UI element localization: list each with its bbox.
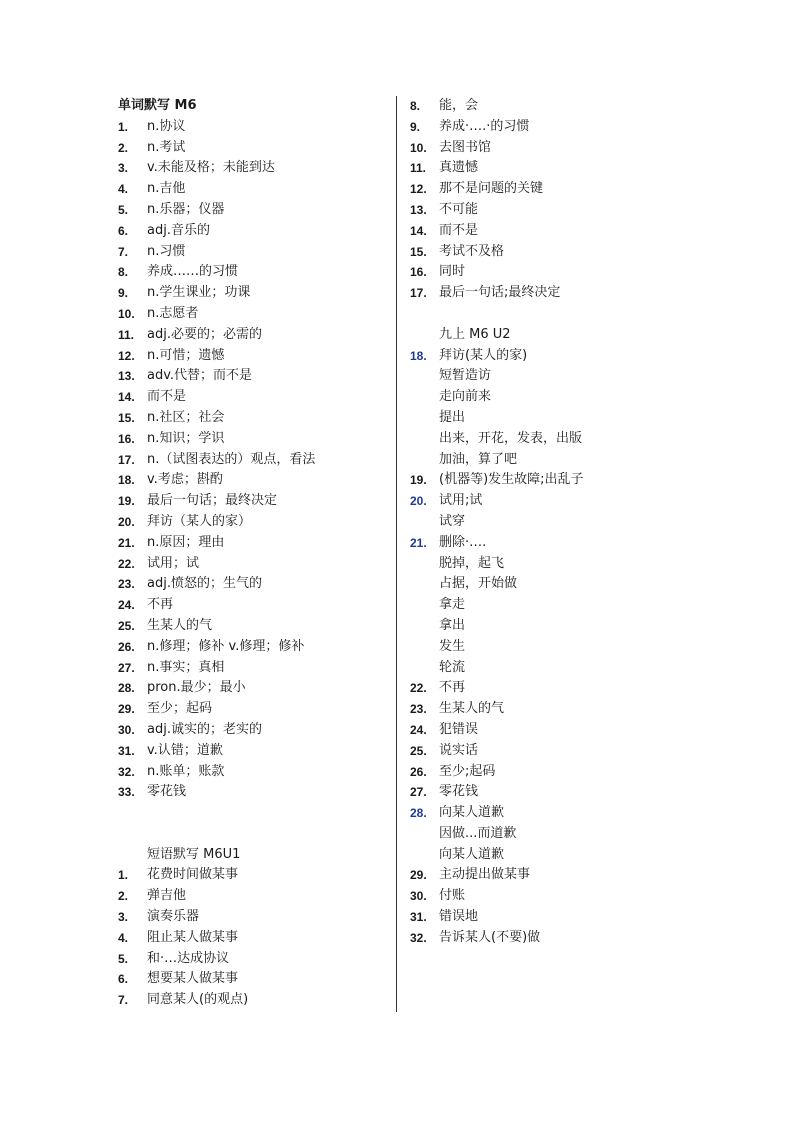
- list-item: [410, 865, 750, 886]
- item-number: 12.: [118, 348, 135, 363]
- item-text: 不可能: [439, 201, 479, 217]
- list-item: [118, 158, 388, 179]
- item-text: 试用；试: [147, 555, 200, 571]
- item-number: [410, 658, 439, 679]
- list-item: [118, 658, 388, 679]
- item-number: 20.: [410, 494, 427, 509]
- list-item: [118, 283, 388, 304]
- item-text: 至少;起码: [439, 763, 496, 779]
- item-text: n.可惜；遗憾: [147, 347, 225, 363]
- list-item: [410, 179, 750, 200]
- item-number: 3.: [118, 910, 129, 925]
- column-divider: [396, 96, 397, 1012]
- item-text: 生某人的气: [147, 617, 213, 633]
- item-text: 提出: [439, 409, 466, 425]
- item-number: 2.: [118, 889, 129, 904]
- item-text: n.修理；修补 v.修理；修补: [147, 638, 305, 654]
- item-number: 10.: [410, 140, 427, 155]
- item-number: 18.: [410, 348, 427, 363]
- list-item: [118, 678, 388, 699]
- item-number: 7.: [118, 993, 129, 1008]
- list-item: [410, 408, 750, 429]
- phrases-heading: [118, 845, 388, 866]
- list-item: [118, 907, 388, 928]
- item-number: [410, 512, 439, 533]
- item-number: 31.: [410, 910, 427, 925]
- item-number: 30.: [118, 722, 135, 737]
- item-number: 23.: [118, 577, 135, 592]
- item-text: n.协议: [147, 118, 186, 134]
- list-item: [410, 928, 750, 949]
- right-column: [410, 96, 750, 949]
- list-item: [118, 782, 388, 803]
- item-number: [410, 595, 439, 616]
- list-item: [410, 491, 750, 512]
- item-number: 16.: [118, 431, 135, 446]
- item-text: 至少；起码: [147, 701, 213, 717]
- list-item: [410, 574, 750, 595]
- item-number: 28.: [410, 806, 427, 821]
- list-item: [118, 865, 388, 886]
- item-text: 走向前来: [439, 389, 492, 405]
- item-text: 因做...而道歉: [439, 825, 517, 841]
- list-item: [118, 179, 388, 200]
- list-item: [410, 699, 750, 720]
- m6u2-heading: [410, 325, 750, 346]
- list-item: [118, 512, 388, 533]
- item-number: 21.: [410, 535, 427, 550]
- list-item: [410, 616, 750, 637]
- list-item: [118, 387, 388, 408]
- item-text: n.原因；理由: [147, 534, 225, 550]
- item-number: 9.: [410, 119, 421, 134]
- item-number: 8.: [410, 99, 421, 113]
- item-number: 20.: [118, 514, 135, 529]
- item-text: 试用;试: [439, 493, 483, 509]
- item-number: [410, 845, 439, 866]
- item-text: 出来，开花，发表，出版: [439, 430, 583, 446]
- item-number: 11.: [118, 327, 135, 342]
- item-number: 23.: [410, 702, 427, 717]
- item-number: 2.: [118, 140, 129, 155]
- item-text: 生某人的气: [439, 701, 505, 717]
- list-item: [410, 720, 750, 741]
- item-text: 那不是问题的关键: [439, 181, 544, 197]
- list-item: [118, 949, 388, 970]
- item-number: [410, 366, 439, 387]
- list-item: [118, 262, 388, 283]
- item-number: 13.: [410, 202, 427, 217]
- item-text: 发生: [439, 638, 466, 654]
- item-text: 而不是: [439, 222, 479, 238]
- item-text: n.考试: [147, 139, 186, 155]
- vocab-heading: [118, 96, 388, 117]
- item-text: 花费时间做某事: [147, 867, 239, 883]
- item-text: 最后一句话;最终决定: [439, 285, 561, 301]
- list-item: [118, 325, 388, 346]
- list-item: [118, 491, 388, 512]
- list-item: [410, 429, 750, 450]
- item-text: n.（试图表达的）观点，看法: [147, 451, 316, 467]
- list-item: [118, 366, 388, 387]
- list-item: [118, 138, 388, 159]
- item-number: 31.: [118, 743, 135, 758]
- item-text: 主动提出做某事: [439, 867, 531, 883]
- item-text: n.乐器；仪器: [147, 201, 225, 217]
- item-number: 26.: [118, 639, 135, 654]
- item-number: 18.: [118, 473, 135, 488]
- item-number: 30.: [410, 889, 427, 904]
- list-item: [118, 741, 388, 762]
- list-item: [118, 304, 388, 325]
- item-text: 最后一句话；最终决定: [147, 493, 278, 509]
- item-number: 25.: [118, 618, 135, 633]
- list-item: [118, 346, 388, 367]
- item-number: 4.: [118, 182, 129, 197]
- list-item: [118, 200, 388, 221]
- list-item: [118, 928, 388, 949]
- phrases-title: 短语默写 M6U1: [147, 846, 241, 862]
- list-item: [410, 366, 750, 387]
- list-item: [410, 200, 750, 221]
- item-text: 和·…达成协议: [147, 950, 230, 966]
- item-number: 32.: [118, 764, 135, 779]
- item-text: 零花钱: [439, 784, 479, 800]
- item-number: 11.: [410, 161, 427, 176]
- spacer: [410, 304, 750, 325]
- item-text: n.社区；社会: [147, 409, 225, 425]
- list-item: [410, 262, 750, 283]
- list-item: [118, 450, 388, 471]
- item-number: 14.: [410, 223, 427, 238]
- item-text: 轮流: [439, 659, 466, 675]
- item-number: [410, 387, 439, 408]
- item-text: 不再: [147, 597, 174, 613]
- item-number: 6.: [118, 972, 129, 987]
- list-item: [118, 554, 388, 575]
- list-item: [410, 782, 750, 803]
- list-item: [118, 117, 388, 138]
- list-item: [118, 429, 388, 450]
- item-number: 28.: [118, 681, 135, 696]
- list-item: [410, 158, 750, 179]
- list-item: [118, 699, 388, 720]
- list-item: [118, 762, 388, 783]
- item-number: 29.: [410, 868, 427, 883]
- item-text: 不再: [439, 680, 466, 696]
- list-item: [410, 637, 750, 658]
- phrase-cont-list: [410, 96, 750, 304]
- item-text: n.学生课业；功课: [147, 285, 251, 301]
- list-item: [118, 969, 388, 990]
- list-item: [410, 762, 750, 783]
- item-text: 能，会: [439, 98, 479, 113]
- list-item: [410, 741, 750, 762]
- item-text: 同时: [439, 264, 466, 280]
- item-text: adj.愤怒的；生气的: [147, 576, 262, 592]
- list-item: [118, 408, 388, 429]
- item-text: 拜访(某人的家): [439, 347, 528, 363]
- list-item: [410, 554, 750, 575]
- item-number: 16.: [410, 265, 427, 280]
- list-item: [410, 138, 750, 159]
- list-item: [118, 470, 388, 491]
- item-number: [410, 450, 439, 471]
- list-item: [118, 637, 388, 658]
- item-number: [410, 429, 439, 450]
- item-text: 零花钱: [147, 784, 187, 800]
- item-text: 告诉某人(不要)做: [439, 929, 541, 945]
- item-text: adj.音乐的: [147, 222, 210, 238]
- item-number: 22.: [410, 681, 427, 696]
- list-item: [410, 907, 750, 928]
- item-number: [410, 637, 439, 658]
- list-item: [118, 720, 388, 741]
- item-text: 错误地: [439, 909, 479, 925]
- item-text: 删除·….: [439, 534, 487, 550]
- item-number: 17.: [410, 286, 427, 301]
- item-number: 24.: [118, 598, 135, 613]
- item-text: 向某人道歉: [439, 846, 505, 862]
- item-number: [410, 574, 439, 595]
- list-item: [410, 533, 750, 554]
- item-number: [410, 408, 439, 429]
- item-number: 26.: [410, 764, 427, 779]
- item-text: n.志愿者: [147, 305, 199, 321]
- item-text: 同意某人(的观点): [147, 992, 249, 1008]
- item-number: 33.: [118, 785, 135, 800]
- item-text: v.考虑；斟酌: [147, 472, 223, 488]
- list-item: [410, 221, 750, 242]
- item-text: 演奏乐器: [147, 909, 200, 925]
- item-text: 养成……的习惯: [147, 264, 239, 280]
- item-number: 1.: [118, 119, 129, 134]
- item-text: 弹吉他: [147, 888, 187, 904]
- item-text: v.未能及格；未能到达: [147, 160, 275, 176]
- item-number: 13.: [118, 369, 135, 384]
- item-text: n.事实；真相: [147, 659, 225, 675]
- item-number: 5.: [118, 202, 129, 217]
- item-text: 拿走: [439, 597, 466, 613]
- list-item: [410, 658, 750, 679]
- list-item: [410, 96, 750, 117]
- item-text: 去图书馆: [439, 139, 492, 155]
- item-text: 真遗憾: [439, 160, 479, 176]
- list-item: [410, 117, 750, 138]
- item-number: 21.: [118, 535, 135, 550]
- item-number: 14.: [118, 390, 135, 405]
- item-text: 付账: [439, 888, 466, 904]
- item-number: [410, 616, 439, 637]
- item-text: 短暂造访: [439, 368, 492, 384]
- item-number: [410, 554, 439, 575]
- item-text: adj.诚实的；老实的: [147, 721, 262, 737]
- item-text: v.认错；道歉: [147, 742, 223, 758]
- item-number: 7.: [118, 244, 129, 259]
- list-item: [118, 886, 388, 907]
- item-text: 养成·….·的习惯: [439, 118, 530, 134]
- list-item: [410, 845, 750, 866]
- list-item: [410, 346, 750, 367]
- list-item: [410, 450, 750, 471]
- item-text: pron.最少；最小: [147, 680, 246, 696]
- item-text: n.知识；学识: [147, 430, 225, 446]
- item-text: 想要某人做某事: [147, 971, 239, 987]
- m6u2-list: [410, 346, 750, 949]
- item-number: 24.: [410, 722, 427, 737]
- item-number: [410, 824, 439, 845]
- item-number: 32.: [410, 930, 427, 945]
- item-text: 占据，开始做: [439, 576, 518, 592]
- list-item: [410, 470, 750, 491]
- item-text: 而不是: [147, 389, 187, 405]
- item-number: 1.: [118, 868, 129, 883]
- item-text: n.吉他: [147, 181, 186, 197]
- list-item: [410, 512, 750, 533]
- item-number: 8.: [118, 265, 129, 280]
- list-item: [118, 574, 388, 595]
- list-item: [118, 533, 388, 554]
- item-number: 19.: [410, 473, 427, 488]
- item-number: 5.: [118, 951, 129, 966]
- vocab-title: 单词默写 M6: [118, 98, 197, 113]
- list-item: [118, 616, 388, 637]
- list-item: [410, 678, 750, 699]
- m6u2-title: 九上 M6 U2: [439, 326, 511, 342]
- item-text: 犯错误: [439, 721, 479, 737]
- item-number: 29.: [118, 702, 135, 717]
- item-text: 阻止某人做某事: [147, 929, 239, 945]
- item-number: 19.: [118, 494, 135, 509]
- item-number: 27.: [410, 785, 427, 800]
- item-number: 17.: [118, 452, 135, 467]
- list-item: [410, 824, 750, 845]
- item-number: 15.: [410, 244, 427, 259]
- item-text: n.账单；账款: [147, 763, 225, 779]
- item-number: 3.: [118, 161, 129, 176]
- item-text: 向某人道歉: [439, 805, 505, 821]
- left-column: [118, 96, 388, 1011]
- item-number: 6.: [118, 223, 129, 238]
- list-item: [410, 387, 750, 408]
- list-item: [118, 221, 388, 242]
- phrase-list: [118, 865, 388, 1011]
- item-number: 22.: [118, 556, 135, 571]
- item-text: 拿出: [439, 617, 466, 633]
- item-number: 15.: [118, 410, 135, 425]
- vocab-list: [118, 117, 388, 803]
- item-text: adj.必要的；必需的: [147, 326, 262, 342]
- item-text: (机器等)发生故障;出乱子: [439, 472, 584, 488]
- spacer: [118, 803, 388, 845]
- item-text: 说实话: [439, 742, 479, 758]
- item-text: 考试不及格: [439, 243, 505, 259]
- item-text: n.习惯: [147, 243, 186, 259]
- item-text: adv.代替；而不是: [147, 368, 253, 384]
- list-item: [118, 595, 388, 616]
- item-text: 加油，算了吧: [439, 451, 518, 467]
- item-number: 25.: [410, 743, 427, 758]
- list-item: [410, 886, 750, 907]
- list-item: [118, 242, 388, 263]
- item-number: 27.: [118, 660, 135, 675]
- item-number: 10.: [118, 306, 135, 321]
- item-text: 试穿: [439, 513, 466, 529]
- item-text: 拜访（某人的家）: [147, 513, 252, 529]
- item-number: 12.: [410, 182, 427, 197]
- list-item: [410, 283, 750, 304]
- item-number: 4.: [118, 930, 129, 945]
- list-item: [118, 990, 388, 1011]
- item-number: 9.: [118, 286, 129, 301]
- list-item: [410, 803, 750, 824]
- list-item: [410, 595, 750, 616]
- item-text: 脱掉，起飞: [439, 555, 505, 571]
- list-item: [410, 242, 750, 263]
